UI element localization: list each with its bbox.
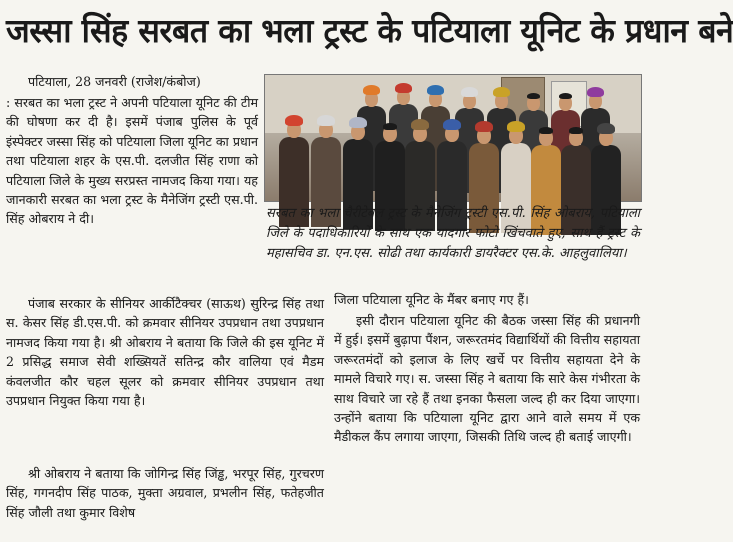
lead-paragraph: : सरबत का भला ट्रस्ट ने अपनी पटियाला यूनिट की टीम की घोषणा कर दी है। इसमें पंजाब पुलिस के पूर्व इंस्पेक्टर जस्सा सिंह को पटियाला जिला यूनिट का प्रधान तथा पटियाला शहर के एस.पी. दलजीत सिंह राणा को पटियाला जिले के मुख्य सरप्रस्त नामजद किया गया। यह जानकारी सरबत का भला ट्रस्ट के मैनेजिंग ट्रस्टी एस.पी. सिंह ओबराय ने दी। — [6, 95, 258, 227]
person-turban — [317, 115, 335, 126]
body-paragraph-2: पंजाब सरकार के सीनियर आर्कीटैक्चर (साऊथ) सुरिन्द्र सिंह तथा स. केसर सिंह डी.एस.पी. को क्रमवार सीनियर उपप्रधान तथा उपप्रधान नामजद किया गया है। श्री ओबराय ने बताया कि जिले की इस यूनिट में 2 प्रसिद्ध समाज सेवी शख्सियतें सतिन्द्र कौर वालिया एवं मैडम कंवलजीत कौर चहल सूलर को क्रमवार सीनियर उपप्रधान तथा उपप्रधान नियुक्त किया गया है। — [6, 296, 324, 409]
person-turban — [395, 83, 412, 93]
headline: जस्सा सिंह सरबत का भला ट्रस्ट के पटियाला यूनिट के प्रधान बने — [6, 11, 733, 50]
person-hair — [569, 127, 583, 134]
person-hair — [559, 93, 572, 100]
right-column-paragraph: इसी दौरान पटियाला यूनिट की बैठक जस्सा सिंह की प्रधानगी में हुई। इसमें बुढ़ापा पैंशन, जरूरतमंद विद्यार्थियों की वित्तीय सहायता जरूरतमंदों को इलाज के लिए खर्चे पर वित्तीय सहायता देने के मामले विचारे गए। स. जस्सा सिंह ने बताया कि सारे केस गंभीरता के साथ विचारे जा रहे हैं तथा इनका फैसला जल्द ही कर दिया जाएगा। उन्होंने बताया कि पटियाला यूनिट द्वारा आने वाले समय में एक मैडीकल कैंप लगाया जाएगा, जिसकी तिथि जल्द ही बताई जाएगी। — [334, 313, 640, 445]
right-column-line: जिला पटियाला यूनिट के मैंबर बनाए गए हैं। — [334, 292, 529, 307]
person-turban — [587, 87, 604, 97]
person-hair — [383, 123, 397, 130]
person-turban — [493, 87, 510, 97]
person-turban — [349, 117, 367, 128]
person-turban — [411, 119, 429, 130]
photo-caption: सरबत का भला चैरीटेबल ट्रस्ट के मैनेजिंग ट्रस्टी एस.पी. सिंह ओबराय, पटियाला जिले के पदाधिकारियों के साथ एक यादगार फोटो खिंचवाते हुए, साथ हैं ट्रस्ट के महासचिव डा. एन.एस. सोढी तथा कार्यकारी डायरैक्टर एस.के. आहलुवालिया। — [266, 206, 640, 262]
person-hair — [539, 127, 553, 134]
group-photo — [264, 74, 642, 202]
person-turban — [427, 85, 444, 95]
body-paragraph-3: श्री ओबराय ने बताया कि जोगिन्द्र सिंह जिंड्ढ, भरपूर सिंह, गुरचरण सिंह, गगनदीप सिंह पाठक, मुक्ता अग्रवाल, प्रभलीन सिंह, फतेहजीत सिंह जौली तथा कुमार विशेष — [6, 466, 324, 520]
person-turban — [461, 87, 478, 97]
person-turban — [597, 123, 615, 134]
person-hair — [527, 93, 540, 100]
person-turban — [285, 115, 303, 126]
person-turban — [507, 121, 525, 132]
dateline: पटियाला, 28 जनवरी (राजेश/कंबोज) — [28, 74, 201, 89]
person-turban — [363, 85, 380, 95]
person-turban — [475, 121, 493, 132]
person-turban — [443, 119, 461, 130]
